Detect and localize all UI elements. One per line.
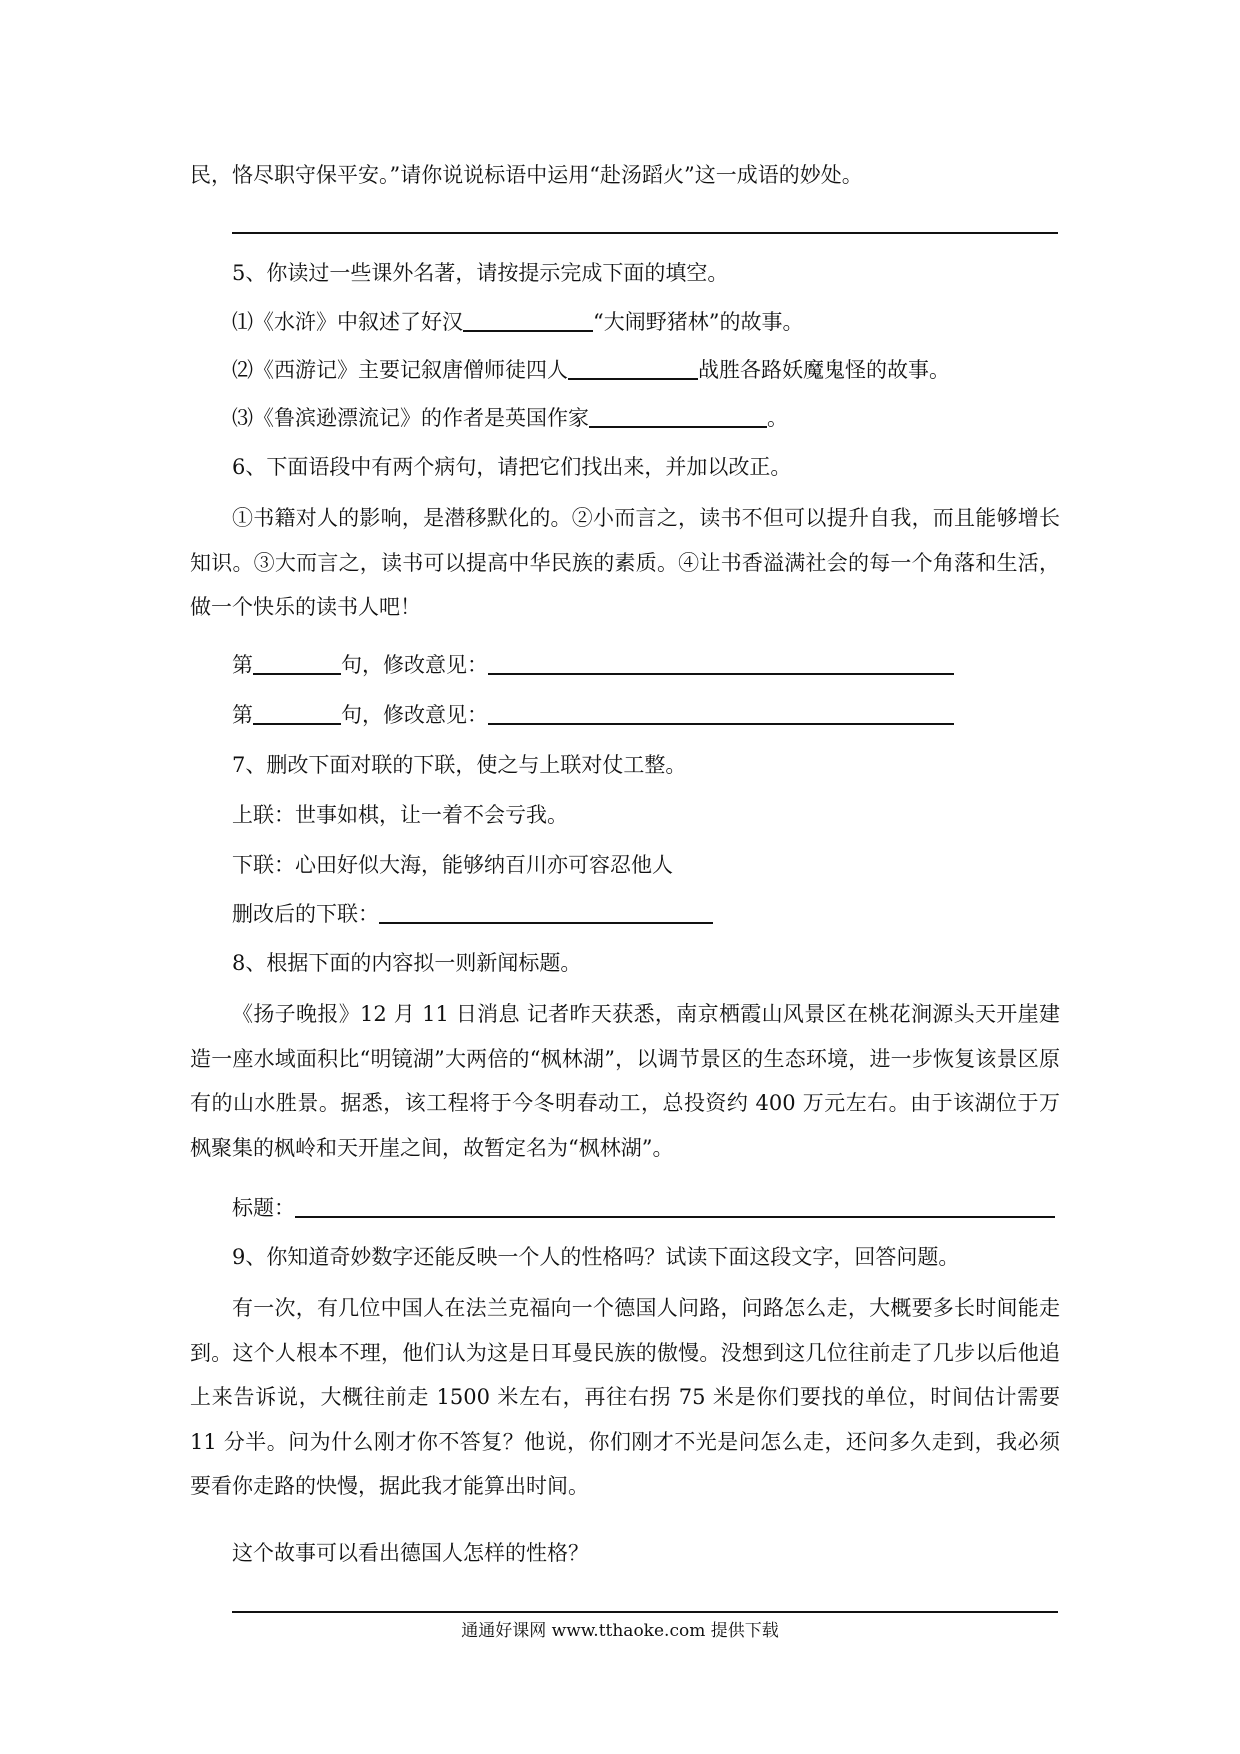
- question-6-stem: 6、下面语段中有两个病句，请把它们找出来，并加以改正。: [232, 455, 792, 479]
- q6-answer-1-pre: 第: [232, 653, 253, 677]
- question-9-passage: 有一次，有几位中国人在法兰克福向一个德国人问路，问路怎么走，大概要多长时间能走到。这个人根本不理，他们认为这是日耳曼民族的傲慢。没想到这几位往前走了几步以后他追上来告诉说，大概往前走 1500 米左右，再往右拐 75 米是你们要找的单位，时间估计需要 11 分半。问为什么刚才你不答复？他说，你们刚才不光是问怎么走，还问多久走到，我必须要看你走路的快慢，据此我才能算出时间。: [190, 1296, 1060, 1498]
- answer-line-q9[interactable]: [232, 1611, 1058, 1613]
- question-5-item-2: [232, 355, 1072, 385]
- question-9-stem: 9、你知道奇妙数字还能反映一个人的性格吗？试读下面这段文字，回答问题。: [232, 1245, 960, 1269]
- q6-answer-2-pre: 第: [232, 703, 253, 727]
- q5-item-2-pre: ⑵《西游记》主要记叙唐僧师徒四人: [232, 358, 568, 382]
- q5-blank-1[interactable]: [463, 308, 593, 332]
- q5-item-1-post: “大闹野猪林”的故事。: [593, 310, 804, 334]
- q8-title-blank[interactable]: [295, 1194, 1055, 1218]
- q5-item-3-post: 。: [767, 406, 788, 430]
- question-4-tail: 民，恪尽职守保平安。”请你说说标语中运用“赴汤蹈火”这一成语的妙处。: [190, 163, 863, 187]
- q7-revised-label: 删改后的下联：: [232, 902, 379, 926]
- q5-item-1-pre: ⑴《水浒》中叙述了好汉: [232, 310, 463, 334]
- q6-answer-row-2: [232, 700, 1072, 730]
- q6-answer-1-mid: 句，修改意见：: [341, 653, 488, 677]
- q8-answer-row: [232, 1193, 1072, 1223]
- question-5-item-3: [232, 403, 1072, 433]
- q7-answer-row: [232, 899, 1072, 929]
- q7-revised-blank[interactable]: [379, 900, 713, 924]
- question-8-stem: 8、根据下面的内容拟一则新闻标题。: [232, 951, 582, 975]
- q6-revision-blank-2[interactable]: [488, 701, 954, 725]
- q6-sentence-blank-2[interactable]: [253, 701, 341, 725]
- question-5-stem: 5、你读过一些课外名著，请按提示完成下面的填空。: [232, 261, 729, 285]
- q5-item-2-post: 战胜各路妖魔鬼怪的故事。: [698, 358, 950, 382]
- question-5-item-1: [232, 307, 1072, 337]
- q6-revision-blank-1[interactable]: [488, 651, 954, 675]
- couplet-upper: 上联：世事如棋，让一着不会亏我。: [232, 803, 568, 827]
- page-footer: 通通好课网 www.tthaoke.com 提供下载: [461, 1621, 779, 1641]
- couplet-lower: 下联：心田好似大海，能够纳百川亦可容忍他人: [232, 853, 673, 877]
- question-7-stem: 7、删改下面对联的下联，使之与上联对仗工整。: [232, 753, 687, 777]
- q6-sentence-blank-1[interactable]: [253, 651, 341, 675]
- question-8-passage: 《扬子晚报》12 月 11 日消息 记者昨天获悉，南京栖霞山风景区在桃花涧源头天开崖建造一座水域面积比“明镜湖”大两倍的“枫林湖”，以调节景区的生态环境，进一步恢复该景区原有的山水胜景。据悉，该工程将于今冬明春动工，总投资约 400 万元左右。由于该湖位于万枫聚集的枫岭和天开崖之间，故暂定名为“枫林湖”。: [190, 1002, 1060, 1160]
- question-6-passage: ①书籍对人的影响，是潜移默化的。②小而言之，读书不但可以提升自我，而且能够增长知识。③大而言之，读书可以提高中华民族的素质。④让书香溢满社会的每一个角落和生活，做一个快乐的读书人吧！: [190, 506, 1060, 619]
- answer-line-q4[interactable]: [232, 232, 1058, 234]
- q5-blank-2[interactable]: [568, 356, 698, 380]
- q5-item-3-pre: ⑶《鲁滨逊漂流记》的作者是英国作家: [232, 406, 589, 430]
- q6-answer-2-mid: 句，修改意见：: [341, 703, 488, 727]
- q5-blank-3[interactable]: [589, 404, 767, 428]
- question-9-question: 这个故事可以看出德国人怎样的性格？: [232, 1541, 589, 1565]
- q6-answer-row-1: [232, 650, 1072, 680]
- q8-title-label: 标题：: [232, 1196, 295, 1220]
